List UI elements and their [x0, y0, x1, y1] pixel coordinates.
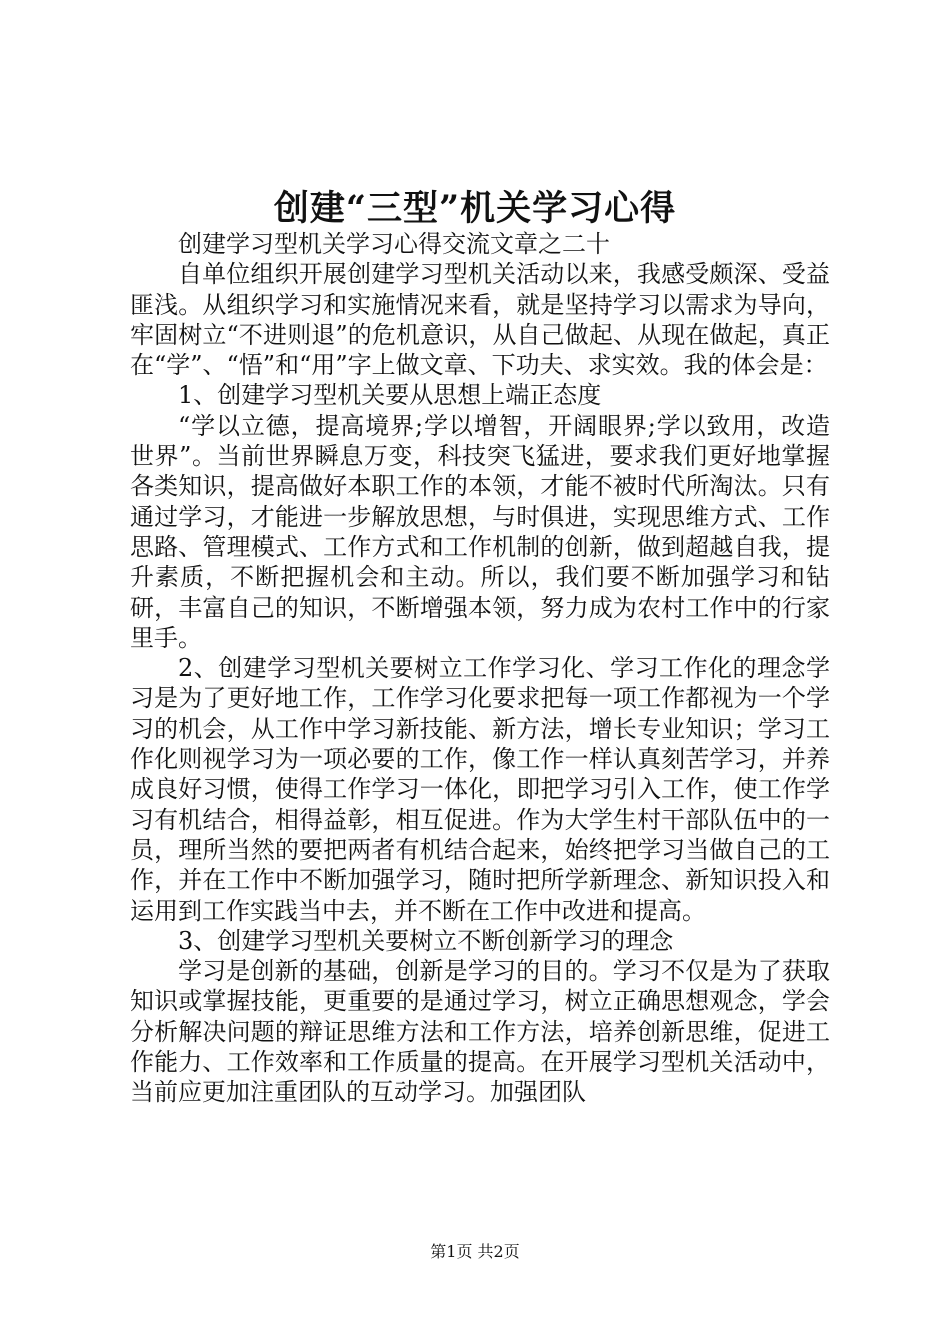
subtitle-paragraph: 创建学习型机关学习心得交流文章之二十: [178, 230, 610, 258]
section-heading: 3、创建学习型机关要树立不断创新学习的理念: [178, 926, 674, 955]
document-title: 创建“三型”机关学习心得: [273, 188, 677, 229]
body-paragraph: 学习是创新的基础，创新是学习的目的。学习不仅是为了获取知识或掌握技能，更重要的是通过学习，树立正确思想观念，学会分析解决问题的辩证思维方法和工作方法，培养创新思维，促进工作能力、工作效率和工作质量的提高。在开展学习型机关活动中，当前应更加注重团队的互动学习。加强团队: [130, 957, 830, 1107]
document-body: [130, 229, 830, 1108]
body-paragraph: “学以立德，提高境界;学以增智，开阔眼界;学以致用，改造世界”。当前世界瞬息万变，科技突飞猛进，要求我们更好地掌握各类知识，提高做好本职工作的本领，才能不被时代所淘汰。只有通过学习，才能进一步解放思想，与时俱进，实现思维方式、工作思路、管理模式、工作方式和工作机制的创新，做到超越自我，提升素质，不断把握机会和主动。所以，我们要不断加强学习和钻研，丰富自己的知识，不断增强本领，努力成为农村工作中的行家里手。: [130, 411, 830, 652]
page-number-footer: 第1页 共2页: [430, 1242, 520, 1261]
section-heading-paragraph: 2、创建学习型机关要树立工作学习化、学习工作化的理念学习是为了更好地工作，工作学习化要求把每一项工作都视为一个学习的机会，从工作中学习新技能、新方法，增长专业知识；学习工作化则视学习为一项必要的工作，像工作一样认真刻苦学习，并养成良好习惯，使得工作学习一体化，即把学习引入工作，使工作学习有机结合，相得益彰，相互促进。作为大学生村干部队伍中的一员，理所当然的要把两者有机结合起来，始终把学习当做自己的工作，并在工作中不断加强学习，随时把所学新理念、新知识投入和运用到工作实践当中去，并不断在工作中改进和提高。: [130, 654, 830, 925]
section-heading: 1、创建学习型机关要从思想上端正态度: [178, 381, 602, 410]
body-paragraph: 自单位组织开展创建学习型机关活动以来，我感受颇深、受益匪浅。从组织学习和实施情况来看，就是坚持学习以需求为导向，牢固树立“不进则退”的危机意识，从自己做起、从现在做起，真正在“学”、“悟”和“用”字上做文章、下功夫、求实效。我的体会是：: [130, 260, 830, 380]
